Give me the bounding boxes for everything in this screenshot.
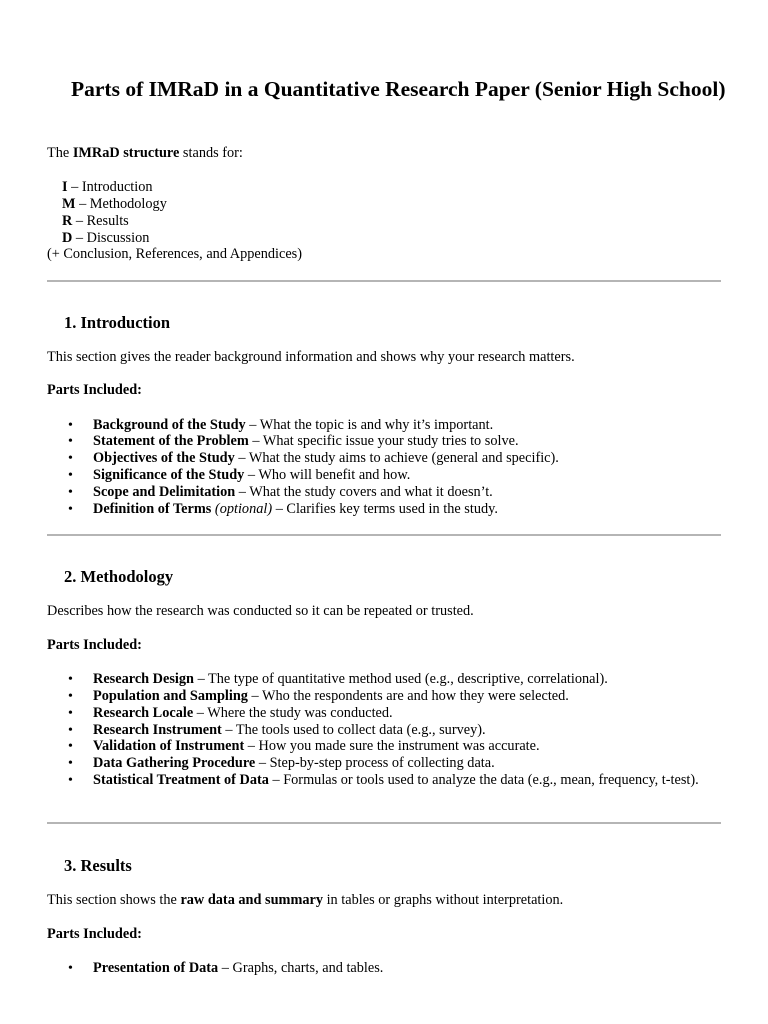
bullet-icon: • [68,756,73,771]
acronym-letter: D [62,230,73,246]
description-suffix: in tables or graphs without interpretation. [323,892,564,908]
acronym-item [62,230,149,247]
acronym-item [62,213,129,230]
item-term: Data Gathering Procedure [93,755,256,771]
item-term: Background of the Study [93,417,246,433]
item-desc: – Where the study was conducted. [193,705,393,721]
item-desc: – Who the respondents are and how they were selected. [247,688,569,704]
list-item [93,433,519,450]
acronym-letter: M [62,196,76,212]
item-desc: – Clarifies key terms used in the study. [272,501,498,517]
section-heading-introduction: 1. Introduction [64,313,171,332]
list-item [93,755,495,772]
acronym-text: – Results [72,213,129,229]
acronym-letter: I [62,179,68,195]
list-item [93,960,383,977]
item-desc: – Formulas or tools used to analyze the data (e.g., mean, frequency, t-test). [268,772,699,788]
item-term: Population and Sampling [93,688,248,704]
section-description: Describes how the research was conducted so it can be repeated or trusted. [47,603,474,619]
list-item [93,484,493,501]
bullet-icon: • [68,723,73,738]
list-item [93,772,721,789]
parts-included-label: Parts Included: [47,382,142,398]
list-item [93,705,393,722]
item-desc: – The tools used to collect data (e.g., survey). [221,722,486,738]
item-desc: – How you made sure the instrument was accurate. [244,738,540,754]
intro-suffix: stands for: [179,145,243,161]
item-term: Objectives of the Study [93,450,235,466]
item-term: Research Design [93,671,194,687]
bullet-icon: • [68,961,73,976]
section-heading-results: 3. Results [64,856,132,875]
list-item [93,688,569,705]
item-desc: – What specific issue your study tries to solve. [248,433,519,449]
item-term: Statistical Treatment of Data [93,772,269,788]
bullet-icon: • [68,451,73,466]
item-desc: – Who will benefit and how. [244,467,411,483]
item-term: Research Locale [93,705,194,721]
item-desc: – Graphs, charts, and tables. [218,960,384,976]
item-term: Validation of Instrument [93,738,245,754]
item-term: Definition of Terms [93,501,212,517]
bullet-icon: • [68,706,73,721]
list-item [93,450,559,467]
parts-included-label: Parts Included: [47,926,142,942]
section-description [47,892,563,909]
item-desc: – What the study covers and what it doesn’t. [235,484,493,500]
item-term: Significance of the Study [93,467,245,483]
section-description: This section gives the reader background information and shows why your research matters. [47,349,575,365]
list-item [93,467,410,484]
item-term: Presentation of Data [93,960,219,976]
intro-bold-term: IMRaD structure [72,145,180,161]
acronym-letter: R [62,213,73,229]
bullet-icon: • [68,434,73,449]
description-bold: raw data and summary [180,892,324,908]
bullet-icon: • [68,773,73,788]
section-divider [47,280,721,282]
bullet-icon: • [68,739,73,754]
acronym-text: – Methodology [75,196,167,212]
bullet-icon: • [68,468,73,483]
item-term: Research Instrument [93,722,222,738]
bullet-icon: • [68,418,73,433]
acronym-text: – Introduction [67,179,153,195]
list-item [93,417,493,434]
bullet-icon: • [68,689,73,704]
acronym-item [62,179,153,196]
item-note: (optional) [211,501,273,517]
bullet-icon: • [68,502,73,517]
intro-prefix: The [47,145,73,161]
bullet-icon: • [68,672,73,687]
imrad-intro-line [47,145,243,162]
section-divider [47,534,721,536]
acronym-note: (+ Conclusion, References, and Appendices) [47,246,303,262]
section-heading-methodology: 2. Methodology [64,567,174,586]
list-item [93,722,486,739]
item-term: Scope and Delimitation [93,484,236,500]
item-desc: – What the study aims to achieve (general and specific). [234,450,559,466]
list-item [93,738,540,755]
parts-included-label: Parts Included: [47,637,142,653]
list-item [93,671,608,688]
list-item [93,501,498,518]
item-term: Statement of the Problem [93,433,249,449]
item-desc: – The type of quantitative method used (e.g., descriptive, correlational). [194,671,608,687]
section-divider [47,822,721,824]
item-desc: – Step-by-step process of collecting data. [255,755,495,771]
acronym-item [62,196,167,213]
acronym-text: – Discussion [72,230,150,246]
bullet-icon: • [68,485,73,500]
item-desc: – What the topic is and why it’s important. [245,417,494,433]
document-title: Parts of IMRaD in a Quantitative Research Paper (Senior High School) [71,77,726,101]
description-prefix: This section shows the [47,892,181,908]
